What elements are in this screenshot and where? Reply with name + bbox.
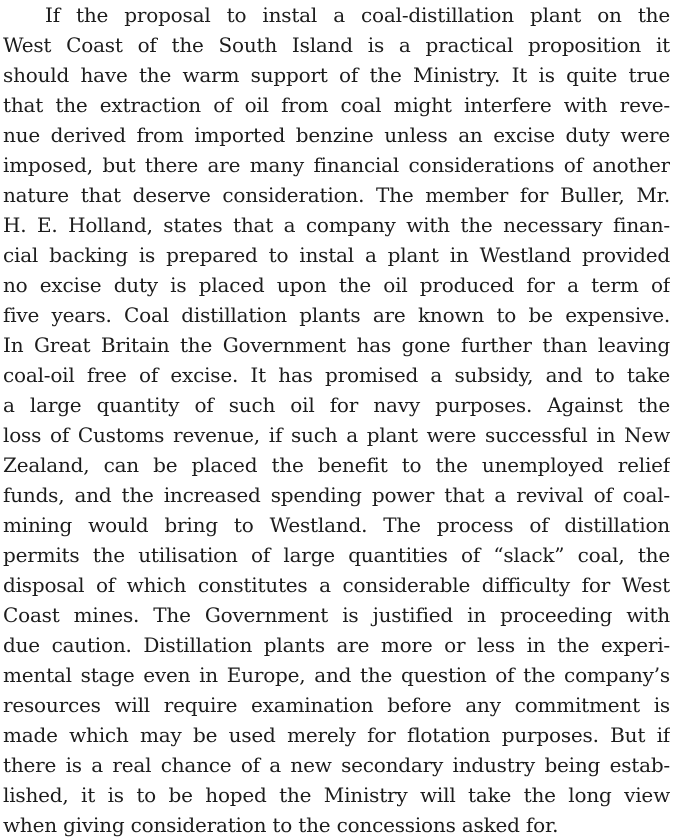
text-line: loss of Customs revenue, if such a plant were successful in New (3, 423, 670, 447)
text-line: nature that deserve consideration. The member for Buller, Mr. (3, 183, 670, 207)
text-line: In Great Britain the Government has gone further than leaving (3, 333, 670, 357)
text-line: five years. Coal distillation plants are known to be expensive. (3, 303, 670, 327)
text-line: when giving consideration to the concessions asked for. (3, 813, 559, 837)
text-line: Coast mines. The Government is justified in proceeding with (3, 603, 670, 627)
text-line: cial backing is prepared to instal a plant in Westland provided (3, 243, 670, 267)
text-line: due caution. Distillation plants are more or less in the experi- (3, 633, 670, 657)
text-line: made which may be used merely for flotation purposes. But if (3, 723, 670, 747)
text-line: If the proposal to instal a coal-distillation plant on the (45, 3, 670, 27)
text-line: nue derived from imported benzine unless an excise duty were (3, 123, 670, 147)
text-line: there is a real chance of a new secondary industry being estab- (3, 753, 670, 777)
text-line: that the extraction of oil from coal might interfere with reve- (3, 93, 670, 117)
text-line: resources will require examination before any commitment is (3, 693, 670, 717)
text-line: disposal of which constitutes a considerable difficulty for West (3, 573, 670, 597)
text-line: Zealand, can be placed the benefit to the unemployed relief (3, 453, 670, 477)
text-line: H. E. Holland, states that a company with the necessary finan- (3, 213, 670, 237)
text-line: mining would bring to Westland. The process of distillation (3, 513, 670, 537)
text-line: no excise duty is placed upon the oil produced for a term of (3, 273, 670, 297)
text-line: imposed, but there are many financial considerations of another (3, 153, 670, 177)
text-line: lished, it is to be hoped the Ministry will take the long view (3, 783, 670, 807)
text-line: permits the utilisation of large quantities of “slack” coal, the (3, 543, 670, 567)
text-line: West Coast of the South Island is a practical proposition it (3, 33, 670, 57)
text-line: a large quantity of such oil for navy purposes. Against the (3, 393, 670, 417)
text-line: coal-oil free of excise. It has promised a subsidy, and to take (3, 363, 670, 387)
text-line: funds, and the increased spending power that a revival of coal- (3, 483, 670, 507)
article-page (3, 0, 670, 840)
text-line: should have the warm support of the Ministry. It is quite true (3, 63, 670, 87)
text-line: mental stage even in Europe, and the question of the company’s (3, 663, 670, 687)
